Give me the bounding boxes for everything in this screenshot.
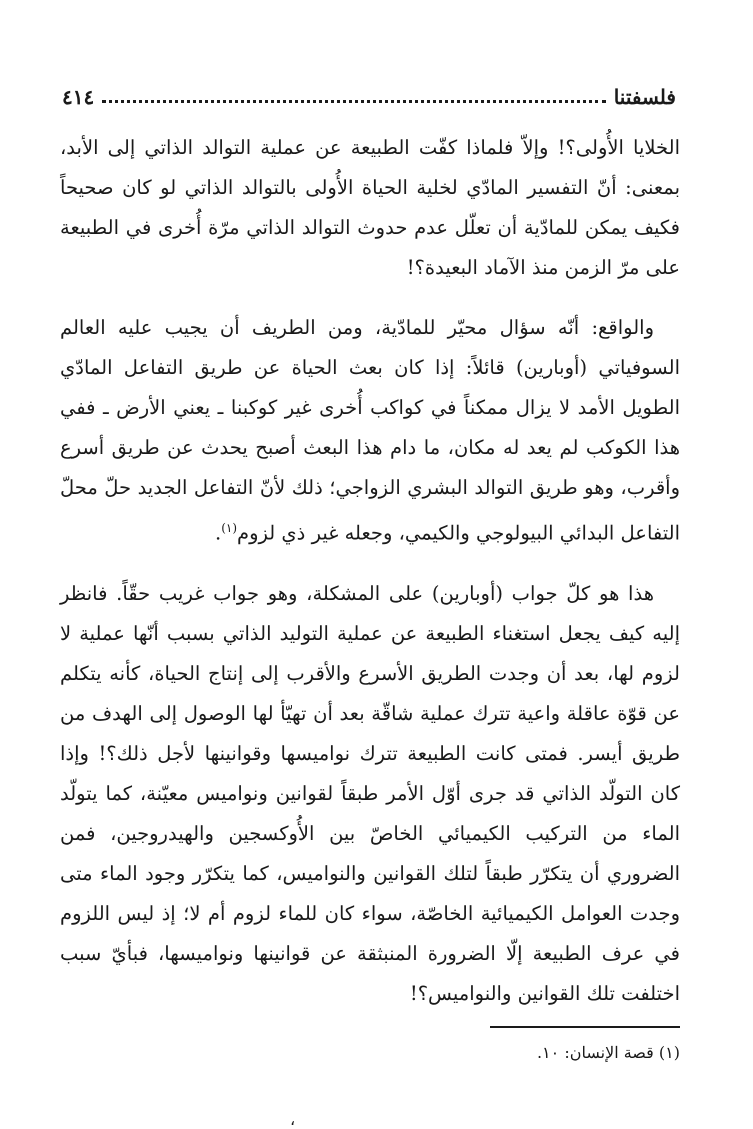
footnote: (١) قصة الإنسان: ١٠. [536,1043,680,1062]
paragraph-2-period: . [215,521,222,545]
header-dot-leader [102,100,605,103]
paragraph-3: هذا هو كلّ جواب (أوبارين) على المشكلة، وهو جواب غريب حقّاً. فانظر إليه كيف يجعل استغناء الطبيعة عن عملية التوليد الذاتي بسبب أنّها عملية لا لزوم لها، بعد أن وجدت الطريق الأسرع والأقرب إلى إنتاج الحياة، كأنه يتكلم عن قوّة عاقلة واعية تترك عملية شاقّة بعد أن تهيّأ لها الوصول إلى الهدف من طريق أيسر. فمتى كانت الطبيعة تترك نواميسها وقوانينها لأجل ذلك؟! وإذا كان التولّد الذاتي قد جرى أوّل الأمر طبقاً لقوانين ونواميس معيّنة، كما يتولّد الماء من التركيب الكيميائي الخاصّ بين الأُوكسجين والهيدروجين، فمن الضروري أن يتكرّر طبقاً لتلك القوانين والنواميس، كما يتكرّر وجود الماء متى وجدت العوامل الكيميائية الخاصّة، سواء كان للماء لزوم أم لا؛ إذ ليس اللزوم في عرف الطبيعة إلّا الضرورة المنبثقة عن قوانينها ونواميسها، فبأيّ سبب اختلفت تلك القوانين والنواميس؟! [60,581,680,1005]
running-header [62,82,676,112]
footnote-reference[interactable]: (١) [221,521,238,535]
paragraph-2 [60,308,680,554]
book-title: فلسفتنا [613,85,676,109]
paragraph-2-text: والواقع: أنّه سؤال محيّر للمادّية، ومن الطريف أن يجيب عليه العالم السوفياتي (أوبارين) قائلاً: إذا كان بعث الحياة عن طريق التفاعل المادّي الطويل الأمد لا يزال ممكناً في كواكب أُخرى غير كوكبنا ـ يعني الأرض ـ ففي هذا الكوكب لم يعد له مكان، ما دام هذا البعث أصبح يحدث عن طريق أسرع وأقرب، وهو طريق التوالد البشري الزواجي؛ ذلك لأنّ التفاعل الجديد حلّ محلّ التفاعل البدائي البيولوجي والكيمي، وجعله غير ذي لزوم [60,316,680,545]
stray-mark: ، [290,1110,296,1129]
body-text [60,128,680,1034]
paragraph-1: الخلايا الأُولى؟! وإلاّ فلماذا كفّت الطبيعة عن عملية التوالد الذاتي إلى الأبد، بمعنى: أنّ التفسير المادّي لخلية الحياة الأُولى بالتوالد الذاتي لو كان صحيحاً فكيف يمكن للمادّية أن تعلّل عدم حدوث التوالد الذاتي مرّة أُخرى في الطبيعة على مرّ الزمن منذ الآماد البعيدة؟! [60,136,680,279]
footnote-separator [490,1026,680,1028]
page-number: ٤١٤ [62,85,95,109]
